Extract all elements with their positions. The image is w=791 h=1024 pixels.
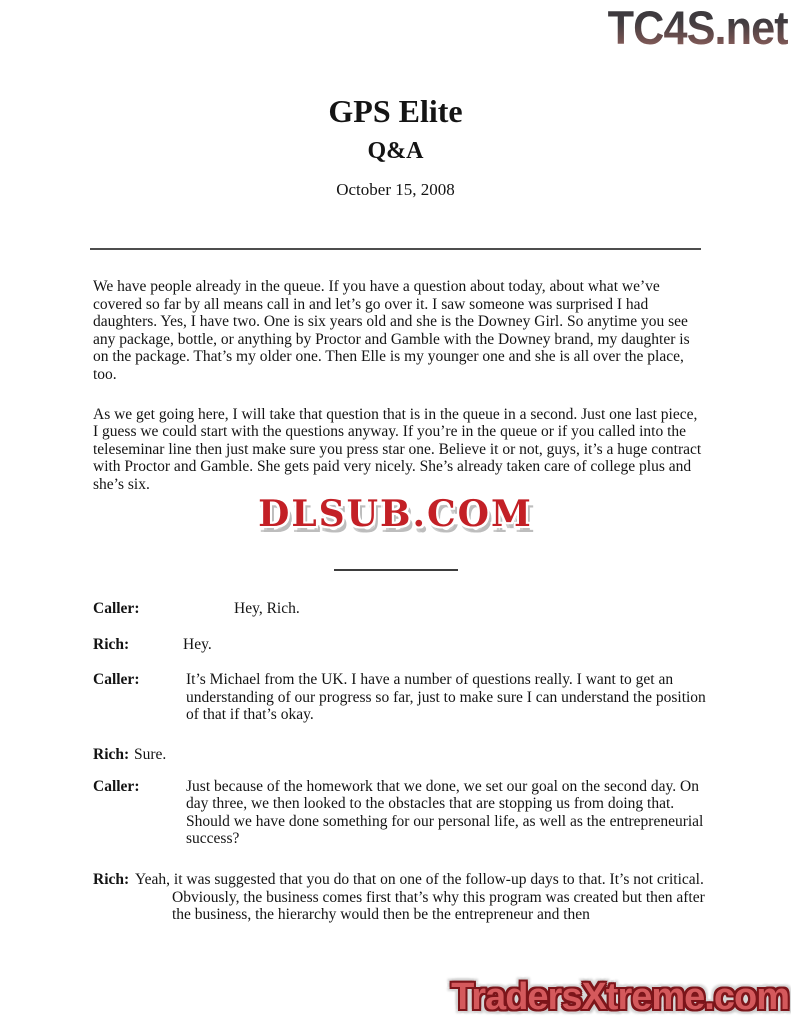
page-subtitle: Q&A bbox=[367, 138, 424, 165]
page-title: GPS Elite bbox=[328, 93, 463, 129]
speaker-label: Caller: bbox=[93, 777, 140, 795]
speaker-label: Rich: bbox=[93, 745, 130, 763]
dialogue-row bbox=[93, 671, 709, 724]
dlsub-watermark bbox=[0, 493, 791, 535]
utterance-text: It’s Michael from the UK. I have a number of questions really. I want to get an understanding of our progress so far, just to make sure I can understand the position of that if that’s okay. bbox=[186, 671, 706, 724]
tc4s-logo: TC4S.net bbox=[607, 1, 788, 54]
document-date: October 15, 2008 bbox=[336, 179, 455, 199]
utterance-text: Yeah, it was suggested that you do that on one of the follow-up days to that. It’s not critical. Obviously, the business comes first that’s why this program was created but then after the business, the hierarchy would then be the entrepreneur and then bbox=[135, 870, 705, 924]
utterance-text: Hey, Rich. bbox=[234, 600, 300, 617]
body-text bbox=[93, 278, 703, 516]
dialogue-row bbox=[93, 778, 709, 848]
speaker-label: Rich: bbox=[93, 870, 130, 888]
title-block bbox=[0, 94, 791, 199]
transcript-dialogue bbox=[93, 600, 709, 924]
speaker-label: Caller: bbox=[93, 600, 140, 617]
speaker-label: Rich: bbox=[93, 635, 130, 653]
paragraph-1: We have people already in the queue. If you have a question about today, about what we’ve covered so far by all means call in and let’s go over it. I saw someone was surprised I had daughters. Yes, I have two. One is six years old and she is the Downey Girl. So anytime you see any package, bottle, or anything by Proctor and Gamble with the Downey brand, my daughter is on the package. That’s my older one. Then Elle is my younger one and she is all over the place, too. bbox=[93, 278, 690, 383]
dialogue-row bbox=[93, 746, 709, 764]
section-divider-rule bbox=[334, 569, 458, 571]
tradersxtreme-logo: TradersXtreme.com bbox=[451, 976, 789, 1018]
dlsub-watermark-text: DLSUB.COM bbox=[258, 493, 533, 535]
paragraph-2: As we get going here, I will take that question that is in the queue in a second. Just one last piece, I guess we could start with the questions anyway. If you’re in the queue or if you called into the teleseminar line then just make sure you press star one. Believe it or not, guys, it’s a huge contract with Proctor and Gamble. She gets paid very nicely. She’s already taken care of college plus and she’s six. bbox=[93, 405, 702, 493]
dialogue-row bbox=[93, 636, 709, 654]
utterance-text: Hey. bbox=[183, 635, 212, 653]
utterance-text: Sure. bbox=[134, 745, 167, 763]
dialogue-row bbox=[93, 600, 709, 618]
speaker-label: Caller: bbox=[93, 671, 140, 689]
dialogue-row bbox=[93, 871, 709, 924]
utterance-text: Just because of the homework that we done, we set our goal on the second day. On day three, we then looked to the obstacles that are stopping us from doing that. Should we have done something for our personal life, as well as the entrepreneurial success? bbox=[186, 777, 704, 848]
horizontal-rule bbox=[90, 248, 701, 250]
